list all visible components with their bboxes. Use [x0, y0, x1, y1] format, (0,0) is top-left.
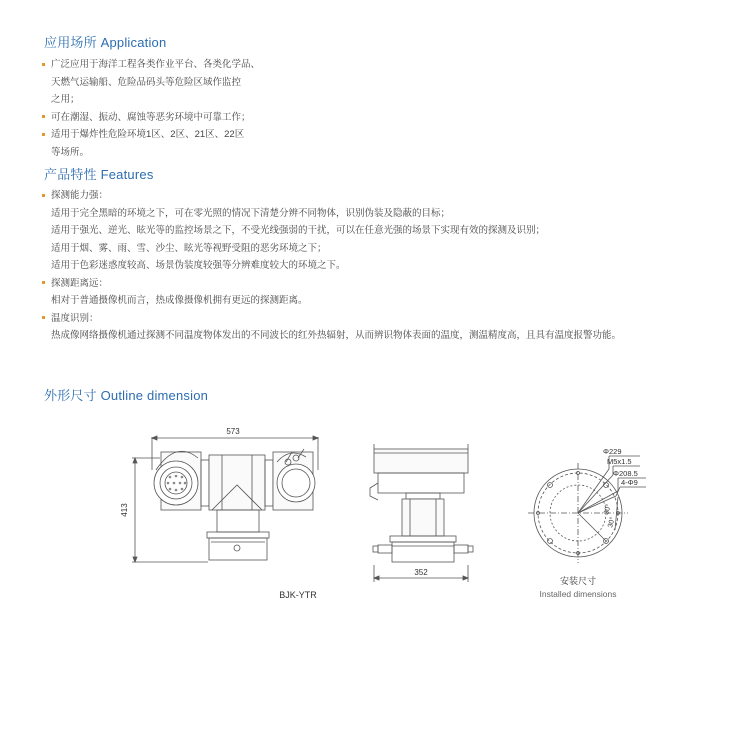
feature-title: 探测能力强： [51, 190, 109, 201]
side-width-dimension-label: 352 [414, 568, 428, 577]
feature-line: 适用于完全黑暗的环境之下，可在零光照的情况下清楚分辨不同物体，识别伪装及隐蔽的目标； [51, 207, 451, 219]
application-line: 适用于爆炸性危险环境1区、2区、21区、22区 [51, 129, 245, 140]
outline-heading: 外形尺寸 Outline dimension [44, 388, 209, 403]
angle-30-label-a: 30° [603, 503, 613, 516]
feature-line: 适用于烟、雾、雨、雪、沙尘、眩光等视野受阻的恶劣环境之下； [51, 242, 327, 254]
application-line: 广泛应用于海洋工程各类作业平台、各类化学品、 [51, 59, 261, 70]
side-view-drawing [370, 444, 473, 582]
features-heading: 产品特性 Features [44, 167, 154, 182]
model-caption: BJK-YTR [279, 590, 317, 600]
front-view-drawing [132, 436, 318, 562]
thread-m5-label: M5x1.5 [607, 457, 632, 466]
width-dimension-label: 573 [226, 427, 240, 436]
angle-30-label-b: 30° [607, 516, 617, 529]
diameter-229-label: Φ229 [603, 447, 622, 456]
feature-line: 相对于普通摄像机而言，热成像摄像机拥有更远的探测距离。 [51, 295, 308, 306]
feature-line: 适用于色彩迷惑度较高、场景伪装度较强等分辨难度较大的环境之下。 [51, 260, 346, 271]
feature-title: 温度识别： [51, 312, 99, 324]
feature-line: 适用于强光、逆光、眩光等的监控场景之下，不受光线强弱的干扰，可以在任意光强的场景下实现有效的探测及识别； [51, 225, 546, 236]
application-line: 等场所。 [51, 146, 90, 158]
application-line: 之用； [51, 94, 80, 105]
application-line: 天燃气运输船、危险品码头等危险区域作监控 [51, 76, 242, 88]
installed-caption-en: Installed dimensions [539, 589, 617, 599]
holes-4-label: 4-Φ9 [621, 478, 638, 487]
diameter-208-label: Φ208.5 [613, 469, 638, 478]
height-dimension-label: 413 [120, 503, 129, 517]
application-heading: 应用场所 Application [44, 35, 167, 50]
application-line: 可在潮湿、振动、腐蚀等恶劣环境中可靠工作； [51, 111, 251, 123]
installed-caption-cn: 安装尺寸 [559, 576, 596, 586]
feature-line: 热成像网络摄像机通过探测不同温度物体发出的不同波长的红外热辐射，从而辨识物体表面的温度，测温精度高，且具有温度报警功能。 [51, 330, 622, 341]
feature-title: 探测距离远： [51, 277, 109, 289]
